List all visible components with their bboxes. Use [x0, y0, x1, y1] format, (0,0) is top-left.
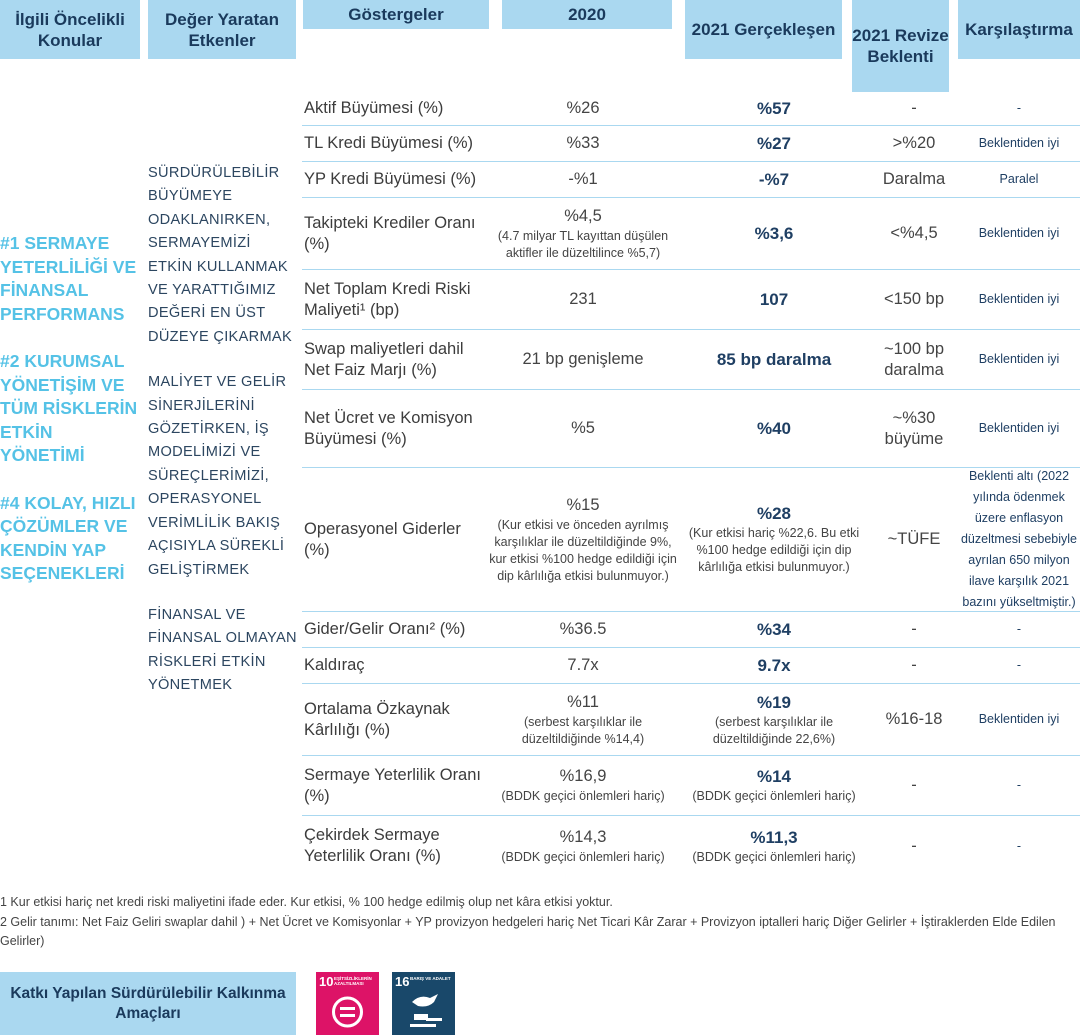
revised-cell — [870, 289, 958, 310]
indicator-cell — [302, 825, 488, 867]
header-comparison: Karşılaştırma — [958, 0, 1080, 59]
value-2021-cell — [678, 169, 870, 190]
value-2020-cell-value: %11 — [567, 692, 599, 711]
indicator-cell-value: Operasyonel Giderler (%) — [304, 519, 461, 559]
comparison-cell-value: - — [1016, 838, 1022, 853]
value-2021-cell-value: %3,6 — [754, 224, 794, 243]
comparison-cell-value: Beklentiden iyi — [978, 226, 1060, 240]
header-topics: İlgili Öncelikli Konular — [0, 0, 140, 59]
indicator-cell-value: Net Ücret ve Komisyon Büyümesi (%) — [304, 408, 473, 448]
value-2020-cell — [488, 349, 678, 370]
comparison-cell-value: Beklentiden iyi — [978, 712, 1060, 726]
comparison-cell-value: - — [1016, 658, 1022, 672]
indicator-cell-value: Ortalama Özkaynak Kârlılığı (%) — [304, 699, 450, 739]
indicator-cell-value: YP Kredi Büyümesi (%) — [304, 170, 477, 188]
value-2021-cell — [678, 349, 870, 370]
indicator-cell — [302, 619, 488, 640]
driver-item: FİNANSAL VE FİNANSAL OLMAYAN RİSKLERİ ETKİN YÖNETMEK — [148, 606, 297, 694]
revised-cell — [870, 529, 958, 550]
driver-item: SÜRDÜRÜLEBİLİR BÜYÜMEYE ODAKLANIRKEN, SERMAYEMİZİ ETKİN KULLANMAK VE YARATTIĞIMIZ DEĞERİ EN ÜST DÜZEYE ÇIKARMAK — [148, 165, 292, 345]
indicator-cell-value: Net Toplam Kredi Riski Maliyeti¹ (bp) — [304, 279, 471, 319]
value-2020-cell-value: %36.5 — [559, 620, 607, 638]
table-row — [302, 648, 1080, 684]
indicator-cell — [302, 655, 488, 676]
value-2021-cell-value: 85 bp daralma — [716, 350, 832, 369]
value-2020-cell — [488, 206, 678, 262]
revised-cell — [870, 133, 958, 154]
revised-cell-value: <%4,5 — [890, 224, 938, 242]
table-row — [302, 91, 1080, 126]
revised-cell — [870, 619, 958, 640]
table-row — [302, 330, 1080, 390]
value-2020-cell — [488, 619, 678, 640]
indicator-cell-value: Kaldıraç — [304, 656, 365, 674]
value-2020-cell-value: 21 bp genişleme — [522, 350, 644, 368]
indicator-cell — [302, 169, 488, 190]
value-2020-cell-value: %26 — [566, 98, 600, 117]
indicator-cell-value: Swap maliyetleri dahil Net Faiz Marjı (%) — [304, 339, 464, 379]
value-2020-cell-value: %5 — [571, 419, 595, 437]
revised-cell-value: ~%30 büyüme — [884, 408, 944, 448]
indicator-cell-value: Çekirdek Sermaye Yeterlilik Oranı (%) — [304, 826, 441, 865]
footnote-2: 2 Gelir tanımı: Net Faiz Geliri swaplar dahil ) + Net Ücret ve Komisyonlar + YP provizyon hedgeleri hariç Net Ticari Kâr Zarar + Provizyon iptalleri hariç Diğer Gelirler + İştiraklerden Elde Edilen Gelirler) — [0, 915, 1056, 948]
value-2021-cell-note: (BDDK geçici önlemleri hariç) — [692, 849, 856, 864]
revised-cell — [870, 836, 958, 857]
sdg-number: 10 — [319, 974, 334, 989]
value-2020-cell-value: %15 — [566, 495, 600, 514]
revised-cell-value: - — [911, 836, 917, 855]
value-2020-cell-note: (BDDK geçici önlemleri hariç) — [501, 789, 665, 803]
value-2020-cell-note: (serbest karşılıklar ile düzeltildiğinde %14,4) — [521, 714, 645, 746]
table-row — [302, 684, 1080, 756]
table-row — [302, 390, 1080, 468]
indicator-cell-value: Aktif Büyümesi (%) — [304, 98, 444, 117]
table-row — [302, 756, 1080, 816]
comparison-cell — [958, 349, 1080, 370]
value-2020-cell — [488, 98, 678, 119]
sdg-10-badge — [316, 972, 379, 1035]
table-row — [302, 198, 1080, 270]
sdg-16-badge — [392, 972, 455, 1035]
revised-cell-value: - — [911, 776, 917, 794]
comparison-cell-value: - — [1016, 778, 1022, 792]
table-row — [302, 162, 1080, 198]
comparison-cell — [958, 655, 1080, 676]
revised-cell — [870, 408, 958, 450]
value-2021-cell — [678, 133, 870, 154]
sdg-title: EŞİTSİZLİKLERİN AZALTILMASI — [334, 976, 372, 986]
value-2020-cell-value: 231 — [569, 290, 597, 308]
value-2021-cell — [678, 418, 870, 439]
value-2020-cell-value: %4,5 — [564, 206, 602, 225]
indicator-cell — [302, 98, 488, 119]
value-2021-cell — [678, 503, 870, 576]
comparison-cell-value: - — [1016, 100, 1022, 115]
indicator-cell-value: Sermaye Yeterlilik Oranı (%) — [304, 765, 481, 805]
value-2021-cell-value: 9.7x — [757, 656, 791, 675]
topic-item: #1 SERMAYE YETERLİLİĞİ VE FİNANSAL PERFORMANS — [0, 233, 137, 324]
revised-cell-value: - — [911, 620, 917, 638]
comparison-cell-value: Paralel — [999, 172, 1039, 186]
comparison-cell — [958, 169, 1080, 190]
value-2021-cell-value: %14 — [756, 767, 792, 786]
comparison-cell — [958, 709, 1080, 730]
comparison-cell — [958, 619, 1080, 640]
indicator-cell — [302, 133, 488, 154]
indicator-cell — [302, 339, 488, 381]
value-2020-cell — [488, 692, 678, 748]
indicator-cell — [302, 765, 488, 807]
dove-gavel-icon — [392, 972, 455, 1035]
header-2021: 2021 Gerçekleşen — [685, 0, 842, 59]
comparison-cell — [958, 289, 1080, 310]
revised-cell-value: >%20 — [892, 134, 936, 152]
value-2020-cell — [488, 289, 678, 310]
revised-cell — [870, 98, 958, 119]
value-2021-cell — [678, 223, 870, 244]
indicator-cell — [302, 279, 488, 321]
table-row — [302, 468, 1080, 612]
equality-icon — [316, 972, 379, 1035]
value-2020-cell — [488, 418, 678, 439]
indicator-cell — [302, 519, 488, 561]
table-row — [302, 270, 1080, 330]
value-2020-cell — [488, 169, 678, 190]
indicator-cell-value: Gider/Gelir Oranı² (%) — [304, 620, 466, 638]
indicator-cell-value: Takipteki Krediler Oranı (%) — [304, 213, 476, 253]
indicator-cell — [302, 408, 488, 450]
value-2021-cell-note: (BDDK geçici önlemleri hariç) — [692, 789, 856, 803]
revised-cell — [870, 709, 958, 730]
topics-column — [0, 232, 140, 610]
revised-cell-value: - — [911, 98, 917, 117]
comparison-cell-value: Beklentiden iyi — [978, 352, 1060, 366]
comparison-cell — [958, 775, 1080, 796]
drivers-column — [148, 162, 298, 720]
value-2021-cell — [678, 98, 870, 119]
value-2020-cell — [488, 827, 678, 866]
table-row — [302, 612, 1080, 648]
revised-cell — [870, 169, 958, 190]
sdg-title: BARIŞ VE ADALET — [410, 976, 451, 981]
value-2021-cell-value: %57 — [756, 98, 792, 118]
value-2021-cell — [678, 289, 870, 310]
value-2021-cell — [678, 655, 870, 676]
comparison-cell-value: Beklenti altı (2022 yılında ödenmek üzere enflasyon düzeltmesi sebebiyle ayrılan 650 milyon ilave karşılık 2021 bazını yükseltmiştir.) — [960, 469, 1078, 609]
topic-item: #4 KOLAY, HIZLI ÇÖZÜMLER VE KENDİN YAP SEÇENEKLERİ — [0, 492, 136, 583]
comparison-cell — [958, 223, 1080, 244]
header-2020: 2020 — [502, 0, 672, 29]
revised-cell — [870, 655, 958, 676]
header-drivers: Değer Yaratan Etkenler — [148, 0, 296, 59]
comparison-cell — [958, 836, 1080, 857]
driver-item: MALİYET VE GELİR SİNERJİLERİNİ GÖZETİRKEN, İŞ MODELİMİZİ VE SÜREÇLERİMİZİ, OPERASYONEL VERİMLİLİK BAKIŞ AÇISIYLA SÜREKLİ GELİŞTİRMEK — [148, 374, 287, 578]
value-2020-cell-note: (BDDK geçici önlemleri hariç) — [501, 849, 665, 864]
value-2020-cell-value: -%1 — [568, 170, 598, 188]
value-2020-cell — [488, 133, 678, 154]
revised-cell — [870, 775, 958, 796]
revised-cell-value: ~TÜFE — [887, 530, 941, 548]
comparison-cell — [958, 133, 1080, 154]
value-2021-cell — [678, 766, 870, 805]
comparison-cell-value: Beklentiden iyi — [978, 136, 1060, 150]
sdg-label: Katkı Yapılan Sürdürülebilir Kalkınma Amaçları — [0, 972, 296, 1035]
value-2020-cell — [488, 495, 678, 585]
table-row — [302, 126, 1080, 162]
value-2021-cell-value: %11,3 — [750, 827, 798, 847]
comparison-cell — [958, 418, 1080, 439]
value-2021-cell-value: %27 — [756, 134, 792, 153]
value-2021-cell-note: (serbest karşılıklar ile düzeltildiğinde 22,6%) — [712, 714, 836, 746]
value-2021-cell-value: %34 — [756, 620, 792, 639]
revised-cell-value: <150 bp — [883, 290, 945, 308]
header-revised: 2021 Revize Beklenti — [852, 0, 949, 92]
comparison-cell-value: Beklentiden iyi — [978, 292, 1060, 306]
comparison-cell-value: Beklentiden iyi — [978, 421, 1060, 435]
revised-cell-value: Daralma — [882, 170, 946, 188]
revised-cell-value: - — [911, 656, 917, 674]
value-2021-cell-value: %19 — [756, 692, 792, 712]
sdg-number: 16 — [395, 974, 410, 989]
value-2020-cell — [488, 766, 678, 805]
revised-cell-value: %16-18 — [885, 710, 943, 728]
value-2020-cell — [488, 655, 678, 676]
value-2020-cell-value: %16,9 — [559, 767, 607, 785]
comparison-cell — [958, 466, 1080, 613]
header-indicators: Göstergeler — [303, 0, 489, 29]
comparison-cell — [958, 98, 1080, 119]
value-2021-cell — [678, 692, 870, 748]
value-2021-cell-value: 107 — [759, 290, 789, 309]
footnote-1: 1 Kur etkisi hariç net kredi riski maliyetini ifade eder. Kur etkisi, % 100 hedge edilmiş olup net kâra etkisi yoktur. — [0, 895, 613, 909]
value-2021-cell-value: %40 — [756, 419, 792, 438]
value-2021-cell — [678, 619, 870, 640]
indicator-cell — [302, 213, 488, 255]
value-2020-cell-note: (Kur etkisi ve önceden ayrılmış karşılıklar ile düzeltildiğinde 9%, kur etkisi %100 hedge edildiği için dip kârlılığa etkisi bulunmuyor.) — [489, 517, 677, 583]
value-2021-cell-note: (Kur etkisi hariç %22,6. Bu etki %100 hedge edildiği için dip kârlılığa etkisi bulunmuyor.) — [688, 526, 860, 574]
value-2021-cell-value: -%7 — [758, 170, 790, 189]
value-2021-cell-value: %28 — [756, 504, 792, 523]
revised-cell-value: ~100 bp daralma — [883, 339, 945, 379]
topic-item: #2 KURUMSAL YÖNETİŞİM VE TÜM RİSKLERİN ETKİN YÖNETİMİ — [0, 351, 138, 465]
value-2020-cell-value: %14,3 — [559, 827, 607, 846]
value-2020-cell-value: 7.7x — [567, 656, 599, 674]
value-2020-cell-note: (4.7 milyar TL kayıttan düşülen aktifler ile düzeltilince %5,7) — [497, 228, 669, 260]
value-2021-cell — [678, 827, 870, 866]
indicator-cell-value: TL Kredi Büyümesi (%) — [304, 134, 474, 152]
comparison-cell-value: - — [1016, 622, 1022, 636]
indicator-cell — [302, 699, 488, 741]
revised-cell — [870, 339, 958, 381]
value-2020-cell-value: %33 — [566, 134, 600, 152]
table-row — [302, 816, 1080, 876]
revised-cell — [870, 223, 958, 244]
